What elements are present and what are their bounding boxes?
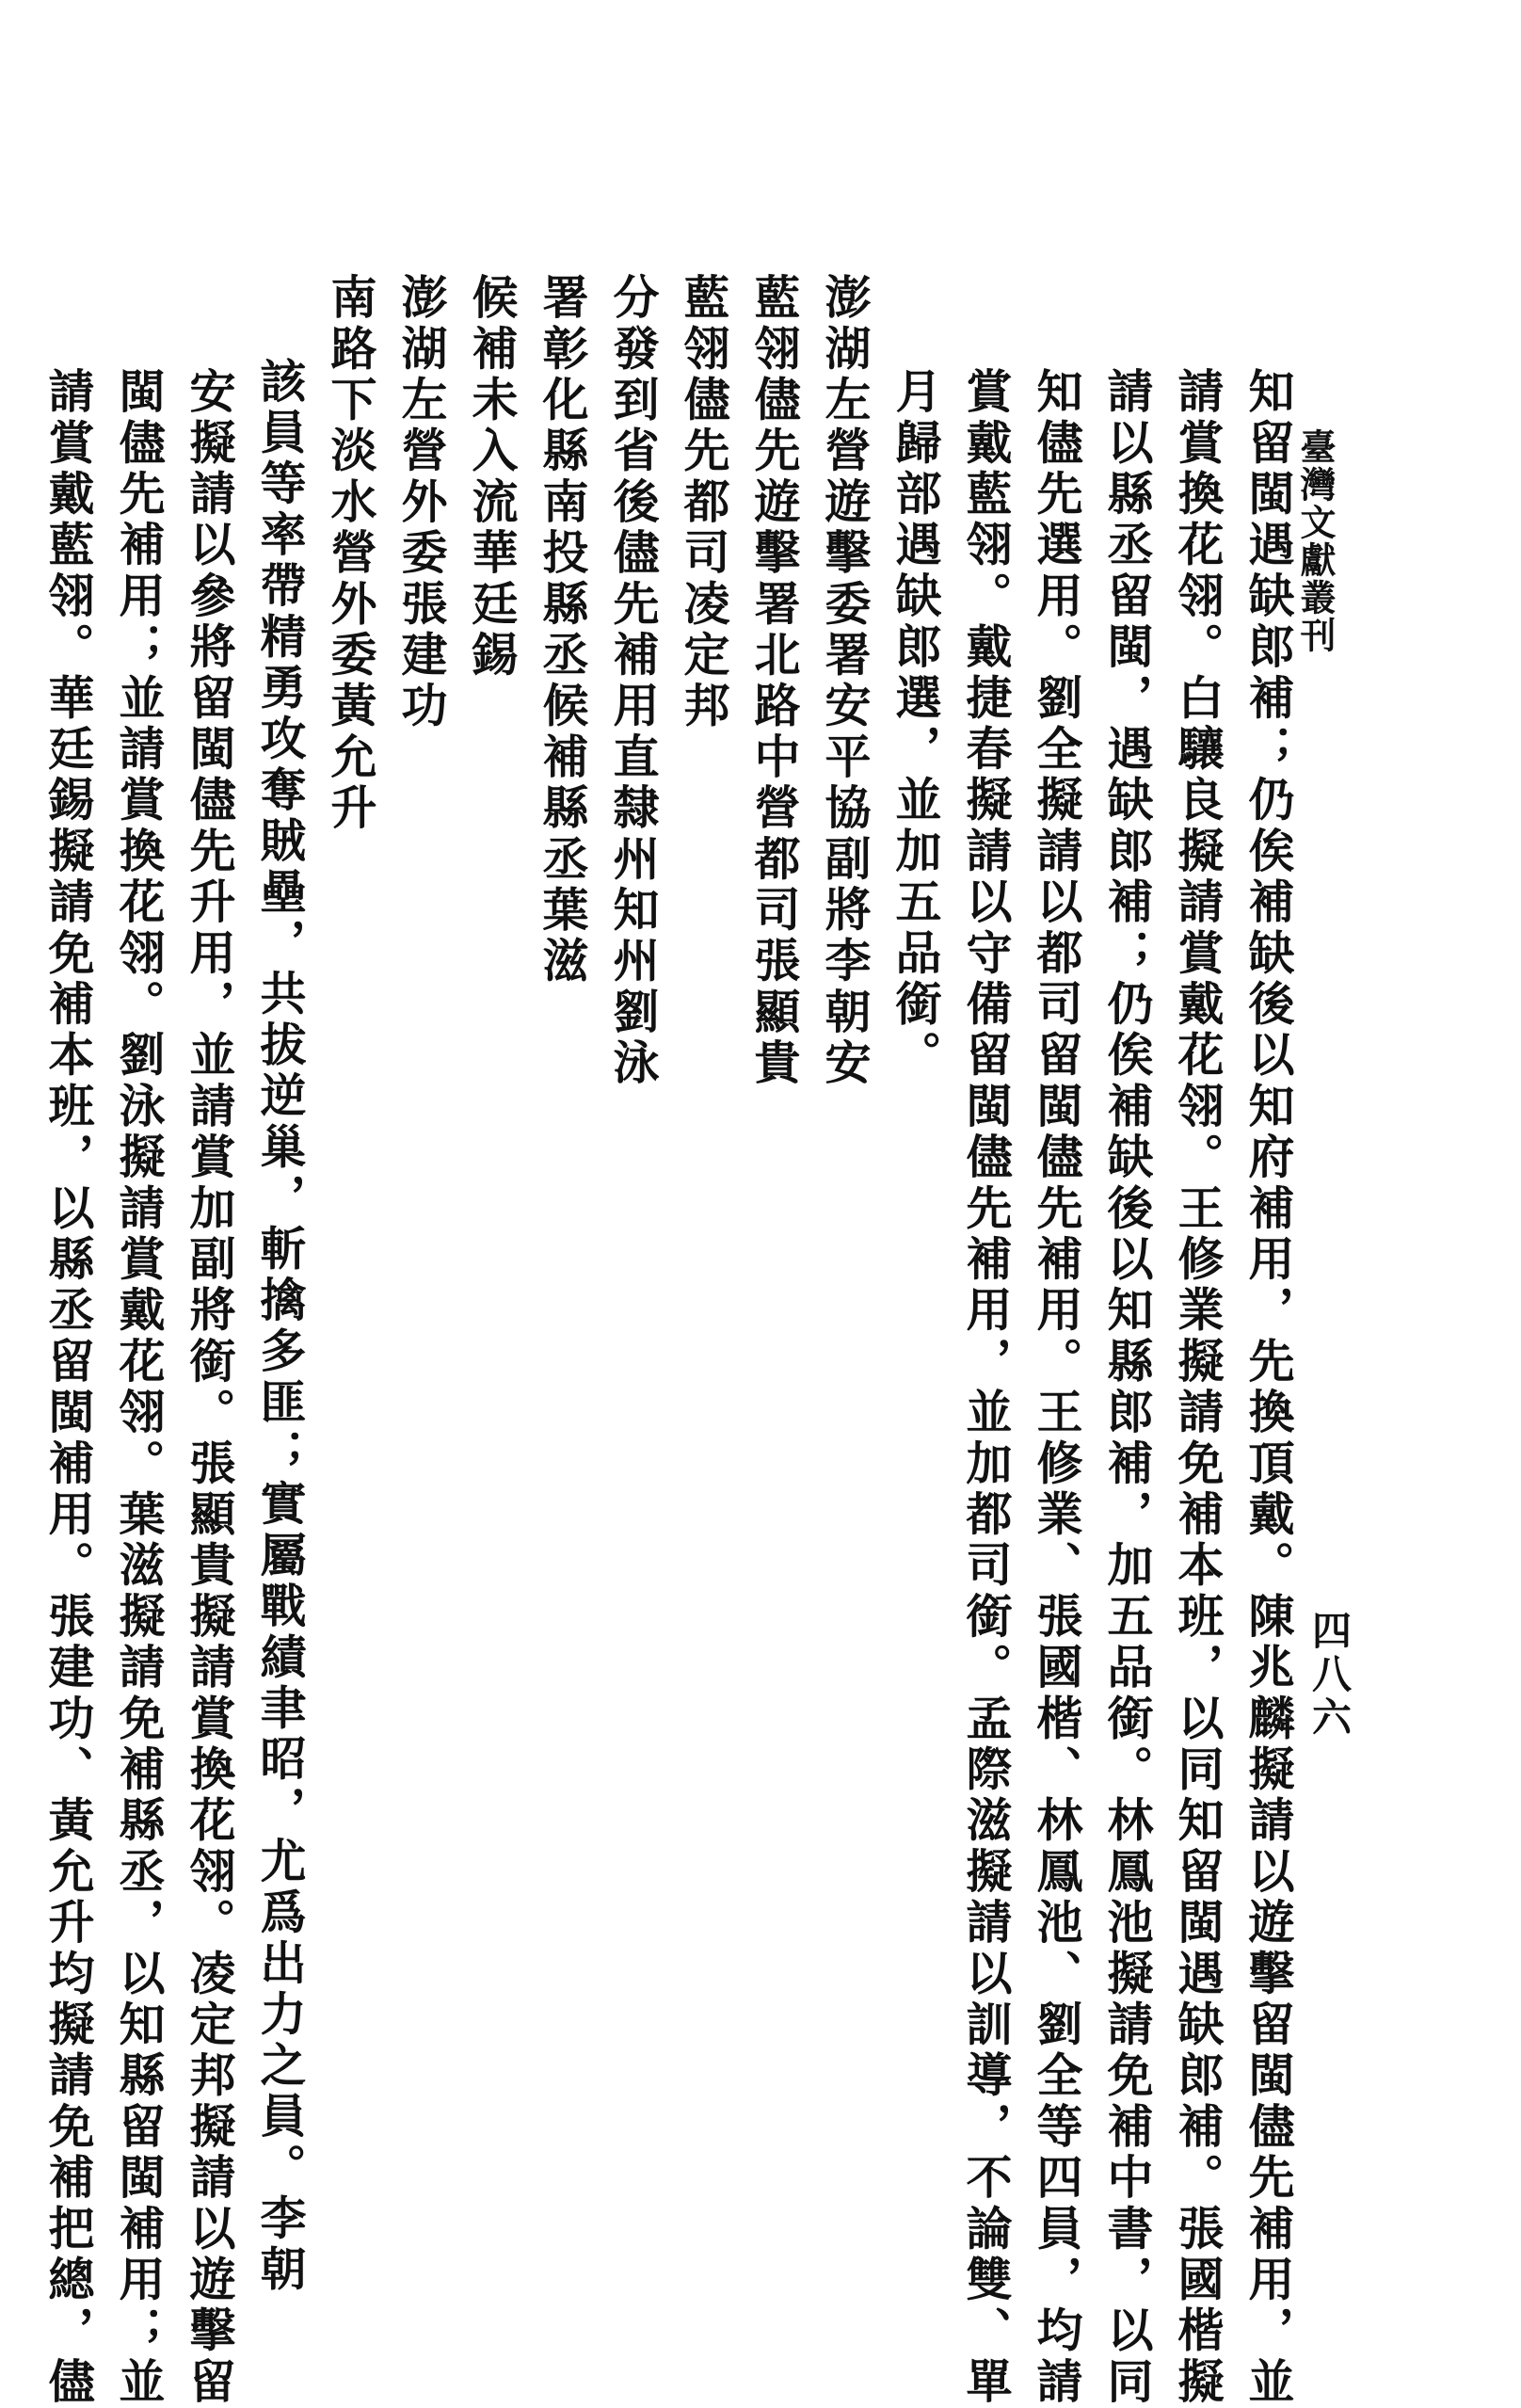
text-column-8: 藍翎儘先遊擊署北路中營都司張顯貴 (747, 273, 802, 1090)
text-column-13: 澎湖左營外委張建功 (394, 273, 449, 732)
text-column-5: 賞戴藍翎。戴捷春擬請以守備留閩儘先補用，並加都司銜。孟際滋擬請以訓導，不論雙、單 (959, 367, 1014, 2408)
text-column-9: 藍翎儘先都司凌定邦 (677, 273, 731, 732)
page-number: 四八六 (1306, 1610, 1353, 1740)
text-column-11: 署彰化縣南投縣丞候補縣丞葉滋 (536, 273, 590, 987)
text-column-12: 候補未入流華廷錫 (465, 273, 520, 682)
text-column-4: 知儘先選用。劉全擬請以都司留閩儘先補用。王修業、張國楷、林鳳池、劉全等四員，均請 (1030, 367, 1084, 2408)
text-column-16: 安擬請以參將留閩儘先升用，並請賞加副將銜。張顯貴擬請賞換花翎。凌定邦擬請以遊擊留 (183, 367, 237, 2408)
text-column-2: 請賞換花翎。白驤良擬請賞戴花翎。王修業擬請免補本班，以同知留閩遇缺郎補。張國楷擬 (1171, 367, 1225, 2408)
text-column-14: 南路下淡水營外委黃允升 (324, 273, 378, 835)
text-column-17: 閩儘先補用；並請賞換花翎。劉泳擬請賞戴花翎。葉滋擬請免補縣丞，以知縣留閩補用；並 (112, 367, 167, 2408)
text-column-18: 請賞戴藍翎。華廷錫擬請免補本班，以縣丞留閩補用。張建功、黃允升均擬請免補把總，儘 (41, 367, 96, 2408)
text-column-10: 分發到省後儘先補用直隸州知州劉泳 (606, 273, 661, 1090)
text-column-6: 月歸部遇缺郎選，並加五品銜。 (889, 367, 943, 1082)
text-column-3: 請以縣丞留閩，遇缺郎補；仍俟補缺後以知縣郎補，加五品銜。林鳳池擬請免補中書，以同 (1100, 367, 1155, 2408)
text-column-1: 知留閩遇缺郎補；仍俟補缺後以知府補用，先換頂戴。陳兆麟擬請以遊擊留閩儘先補用，並 (1241, 367, 1296, 2408)
series-title: 臺灣文獻叢刊 (1294, 428, 1337, 654)
text-column-7: 澎湖左營遊擊委署安平協副將李朝安 (818, 273, 873, 1090)
text-column-15: 該員等率帶精勇攻奪賊壘，共拔逆巢，斬擒多匪；實屬戰績聿昭，尤爲出力之員。李朝 (253, 306, 308, 2296)
